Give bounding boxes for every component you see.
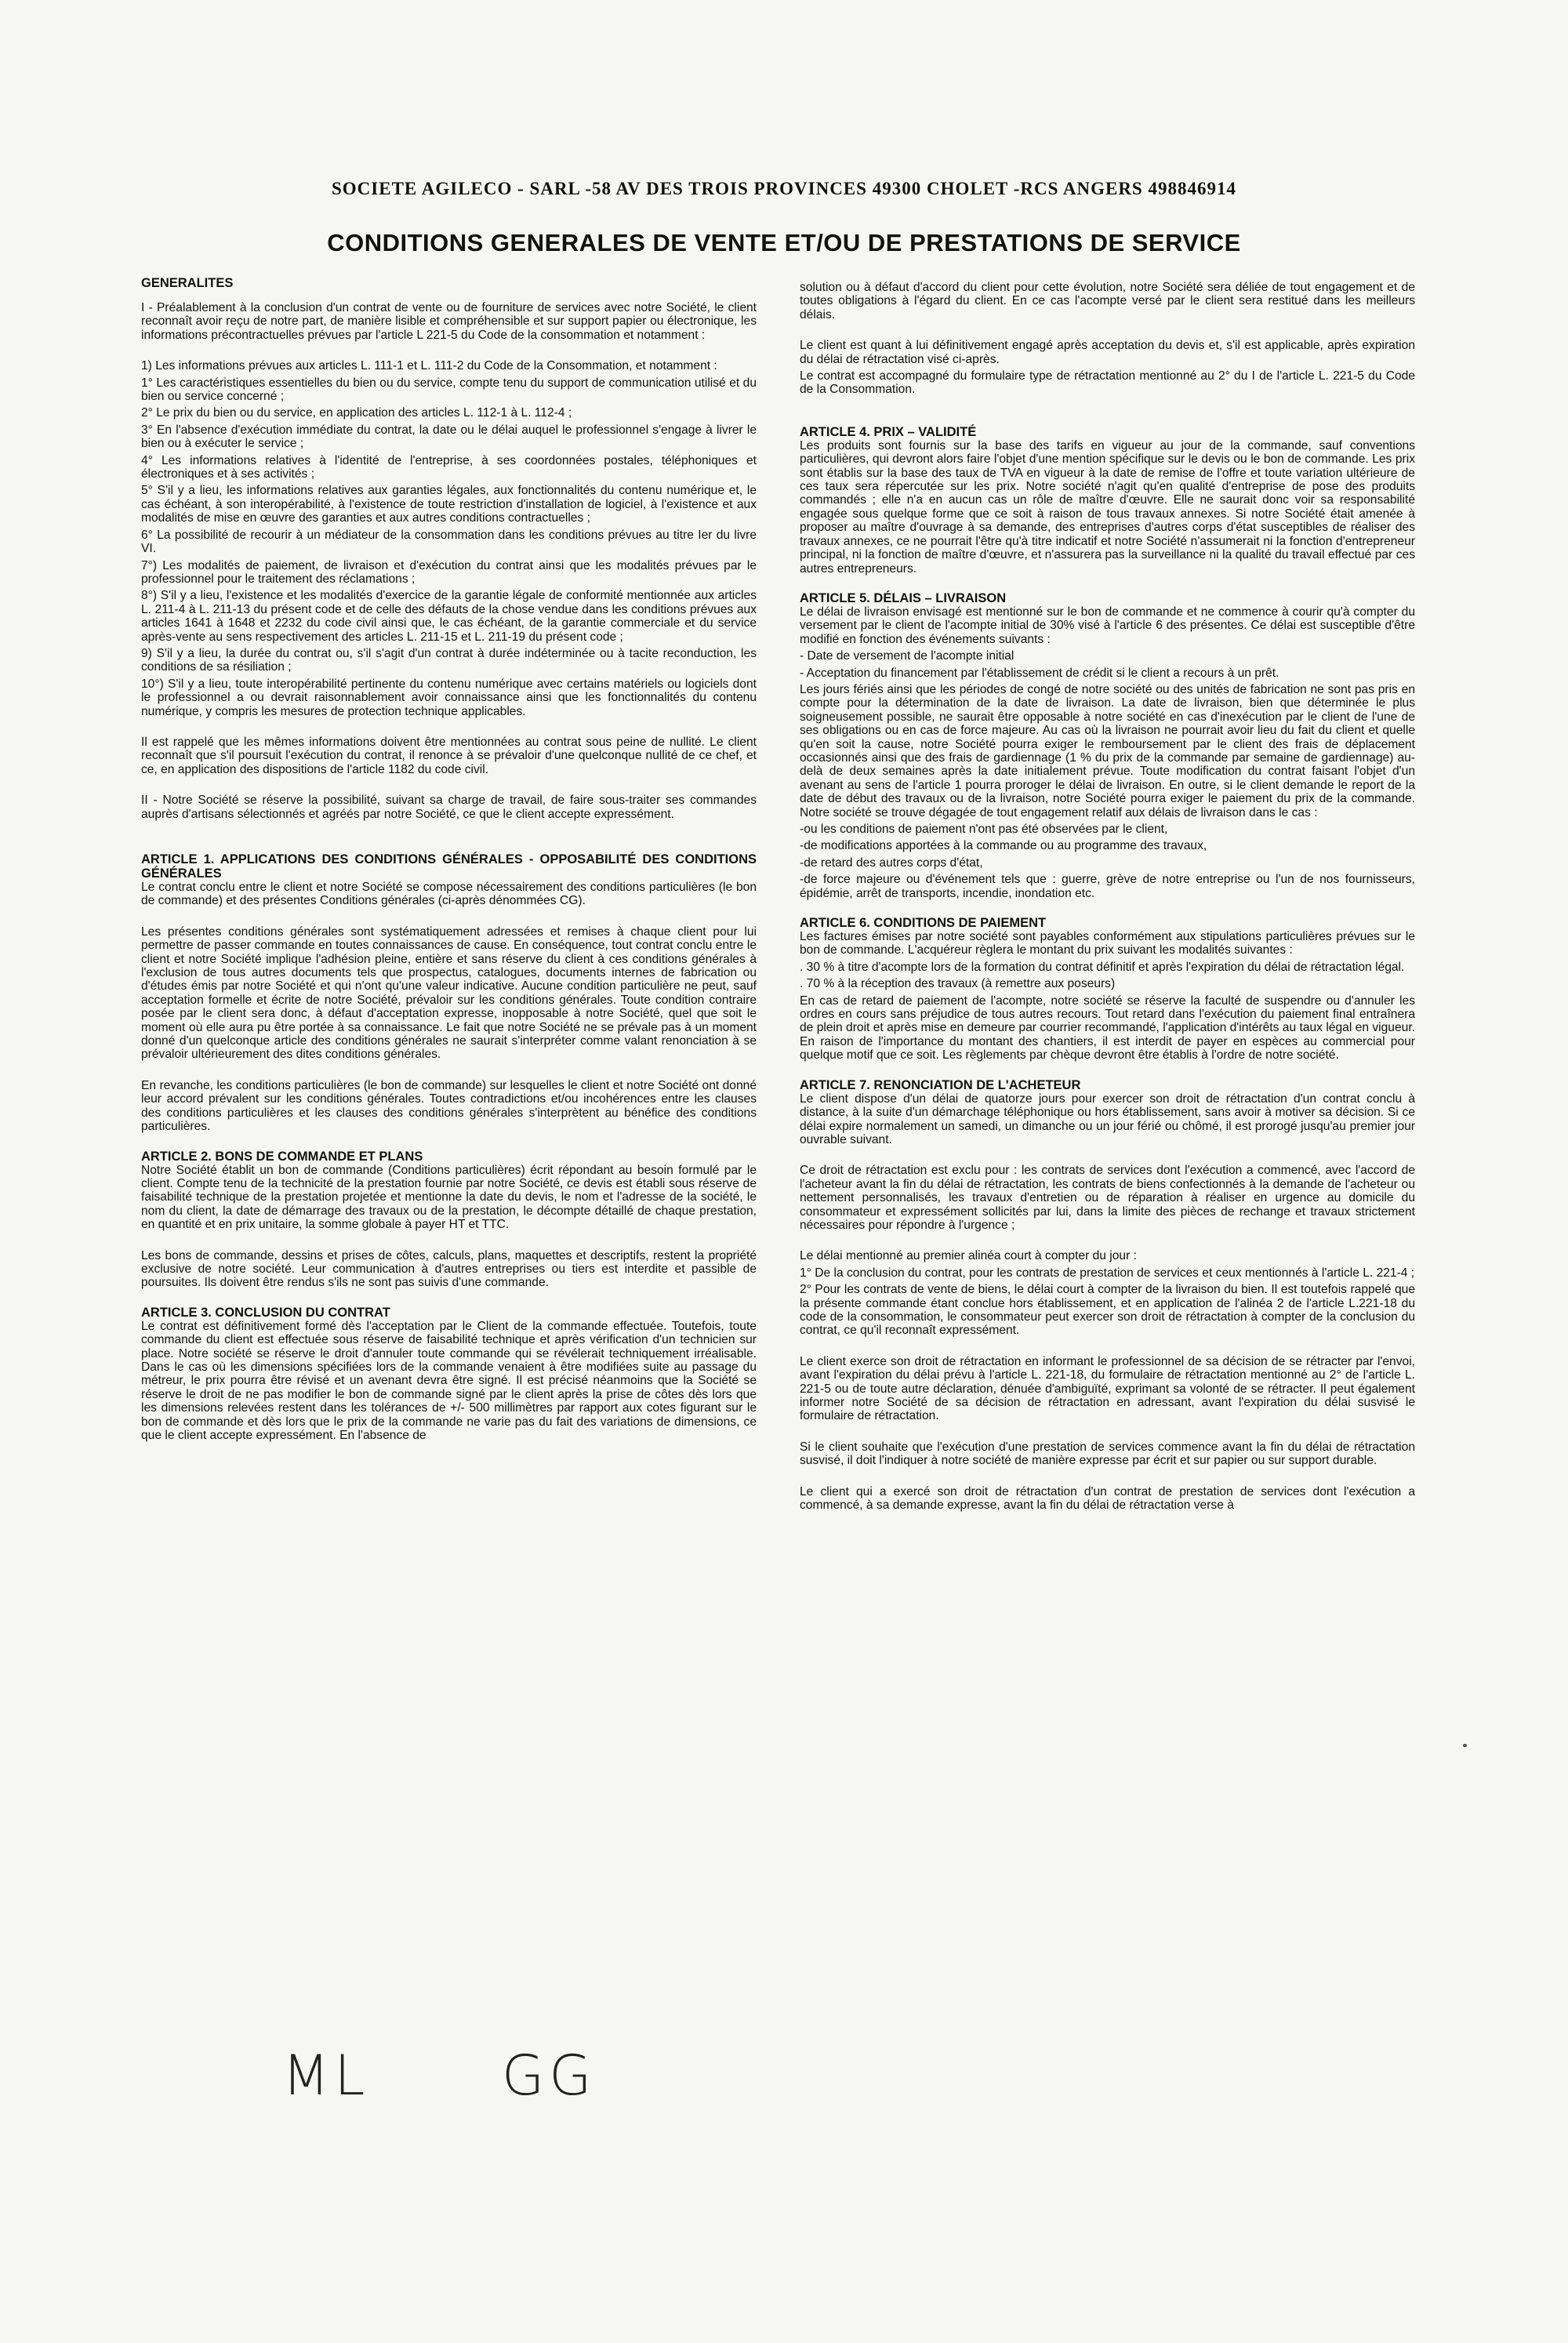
- paragraph: Le client dispose d'un délai de quatorze jours pour exercer son droit de rétractation d'un contrat conclu à distance, à la suite d'un démarchage téléphonique ou hors établissement, sans avoir à motiver sa décision. Si ce délai expire normalement un samedi, un dimanche ou un jour férié ou chômé, il est prorogé jusqu'au premier jour ouvrable suivant.: [800, 1092, 1415, 1146]
- paragraph: Le contrat est définitivement formé dès l'acceptation par le Client de la commande effectuée. Toutefois, toute commande du client est effectuée sous réserve de faisabilité technique et après vérification d'un technicien sur place. Notre société se réserve le droit d'annuler toute commande qui se révélerait techniquement irréalisable. Dans le cas où les dimensions spécifiées lors de la commande venaient à être modifiées suite au passage du métreur, le prix pourra être révisé et un avenant devra être signé. Il est précisé néanmoins que la Société se réserve le droit de ne pas modifier le bon de commande signé par le client après la prise de côtes dès lors que les dimensions relevées restent dans les tolérances de +/- 500 millimètres par rapport aux cotes figurant sur le bon de commande et dès lors que le prix de la commande ne varie pas du fait des variations de dimensions, ce que le client accepte expressément. En l'absence de: [141, 1319, 757, 1442]
- paragraph: Le contrat est accompagné du formulaire type de rétractation mentionné au 2° du I de l'article L. 221-5 du Code de la Consommation.: [800, 369, 1415, 397]
- paragraph: Le client qui a exercé son droit de rétractation d'un contrat de prestation de services dont l'exécution a commencé, à sa demande expresse, avant la fin du délai de rétractation verse à: [800, 1484, 1415, 1513]
- paragraph: Les présentes conditions générales sont systématiquement adressées et remises à chaque client pour lui permettre de passer commande en toutes connaissances de cause. En conséquence, tout contrat conclu entre le client et notre Société implique l'adhésion pleine, entière et sans réserve du client à ces conditions générales à l'exclusion de tous autres documents tels que prospectus, catalogues, documents internes de fabrication ou d'études émis par notre Société et qui n'ont qu'une valeur indicative. Aucune condition particulière ne peut, sauf acceptation formelle et écrite de notre Société, prévaloir sur les conditions générales. Toute condition contraire posée par le client sera donc, à défaut d'acceptation expresse, inopposable à notre Société, quel que soit le moment où elle aura pu être portée à sa connaissance. Le fait que notre Société ne se prévale pas à un moment donné d'un quelconque article des conditions générales ne saurait s'interpréter comme valant renonciation à se prévaloir ultérieurement des dites conditions générales.: [141, 924, 757, 1062]
- paragraph: Les jours fériés ainsi que les périodes de congé de notre société ou des unités de fabrication ne sont pas pris en compte pour la détermination de la date de livraison. La date de livraison, bien que déterminée le plus soigneusement possible, ne saurait être opposable à notre société en cas d'inexécution par le client de l'une de ses obligations ou en cas de force majeure. Au cas où la livraison ne pourrait avoir lieu du fait du client et quelle qu'en soit la cause, notre Société pourra exiger le remboursement par le client des frais de déplacement occasionnés ainsi que des frais de gardiennage (1 % du prix de la commande par semaine de gardiennage) au-delà de deux semaines après la date initialement prévue. Toute modification du contrat faisant l'objet d'un avenant au sens de l'article 1 pourra proroger le délai de livraison. En outre, si le client demande le report de la date de début des travaux ou de la livraison, notre Société pourra exiger le paiement du prix de la commande. Notre société se trouve dégagée de tout engagement relatif aux délais de livraison dans le cas :: [800, 682, 1415, 819]
- list-item: 4° Les informations relatives à l'identité de l'entreprise, à ses coordonnées postales, téléphoniques et électroniques et à ses activités ;: [141, 453, 757, 481]
- list-item: - Date de versement de l'acompte initial: [800, 649, 1014, 663]
- paragraph: Le client est quant à lui définitivement engagé après acceptation du devis et, s'il est applicable, après expiration du délai de rétractation visé ci-après.: [800, 339, 1415, 366]
- paragraph: En revanche, les conditions particulières (le bon de commande) sur lesquelles le client et notre Société ont donné leur accord prévalent sur les conditions générales. Toutes contradictions et/ou incohérences entre les clauses des conditions particulières et les clauses des conditions générales s'interprètent au bénéfice des conditions particulières.: [141, 1078, 757, 1134]
- list-item: 1° De la conclusion du contrat, pour les contrats de prestation de services et ceux mentionnés à l'article L. 221-4 ;: [800, 1266, 1415, 1280]
- list-item: -de retard des autres corps d'état,: [800, 855, 983, 870]
- section-heading-article-1: ARTICLE 1. APPLICATIONS DES CONDITIONS GÉNÉRALES - OPPOSABILITÉ DES CONDITIONS GÉNÉRALES: [141, 852, 757, 881]
- handwritten-initials-2: GG: [502, 2043, 597, 2108]
- list-item: 10°) S'il y a lieu, toute interopérabilité pertinente du contenu numérique avec certains matériels ou logiciels dont le professionnel a ou devrait raisonnablement avoir connaissance ainsi que les fonctionnalités du contenu numérique, y compris les mesures de protection technique applicables.: [141, 677, 757, 718]
- section-heading-article-6: ARTICLE 6. CONDITIONS DE PAIEMENT: [800, 916, 1047, 931]
- handwritten-initials-1: ML: [282, 2043, 370, 2108]
- section-heading-generalites: GENERALITES: [141, 276, 234, 290]
- list-item: 2° Le prix du bien ou du service, en application des articles L. 112-1 à L. 112-4 ;: [141, 406, 572, 420]
- list-item: 1° Les caractéristiques essentielles du bien ou du service, compte tenu du support de communication utilisé et du bien ou service concerné ;: [141, 376, 757, 404]
- section-heading-article-2: ARTICLE 2. BONS DE COMMANDE ET PLANS: [141, 1149, 423, 1164]
- paragraph: Notre Société établit un bon de commande (Conditions particulières) écrit répondant au besoin formulé par le client. Compte tenu de la technicité de la prestation fournie par notre Société, ce devis est établi sous réserve de faisabilité technique de la prestation projetée et mentionne la date du devis, le nom et l'adresse de la société, le nom du client, la date de démarrage des travaux ou de la prestation, le décompte détaillé de chaque prestation, en quantité et en prix unitaire, la somme globale à payer HT et TTC.: [141, 1163, 757, 1232]
- paragraph: II - Notre Société se réserve la possibilité, suivant sa charge de travail, de faire sous-traiter ses commandes auprès d'artisans sélectionnés et agréés par notre Société, ce que le client accepte expressément.: [141, 794, 757, 821]
- list-item: . 30 % à titre d'acompte lors de la formation du contrat définitif et après l'expiration du délai de rétractation légal.: [800, 960, 1405, 974]
- paragraph: Le client exerce son droit de rétractation en informant le professionnel de sa décision de se rétracter par l'envoi, avant l'expiration du délai prévu à l'article L. 221-18, du formulaire de rétractation mentionné au 2° de l'article L. 221-5 ou de toute autre déclaration, dénuée d'ambiguïté, exprimant sa volonté de se rétracter. Il peut également informer notre Société de sa décision de rétractation en adressant, avant l'expiration du délai susvisé le formulaire de rétractation.: [800, 1354, 1415, 1423]
- paragraph: I - Préalablement à la conclusion d'un contrat de vente ou de fourniture de services avec notre Société, le client reconnaît avoir reçu de notre part, de manière lisible et compréhensible et sur support papier ou électronique, les informations précontractuelles prévues par l'article L 221-5 du Code de la consommation et notamment :: [141, 301, 757, 342]
- list-item: -de force majeure ou d'événement tels que : guerre, grève de notre entreprise ou l'un de nos fournisseurs, épidémie, arrêt de transports, incendie, inondation etc.: [800, 873, 1415, 900]
- paragraph: Les factures émises par notre société sont payables conformément aux stipulations particulières prévues sur le bon de commande. L'acquéreur règlera le montant du prix suivant les modalités suivantes :: [800, 930, 1415, 957]
- list-item: -de modifications apportées à la commande ou au programme des travaux,: [800, 839, 1207, 853]
- section-heading-article-5: ARTICLE 5. DÉLAIS – LIVRAISON: [800, 590, 1007, 605]
- list-item: -ou les conditions de paiement n'ont pas été observées par le client,: [800, 823, 1168, 836]
- list-item: . 70 % à la réception des travaux (à remettre aux poseurs): [800, 977, 1116, 991]
- list-item: 3° En l'absence d'exécution immédiate du contrat, la date ou le délai auquel le professionnel s'engage à livrer le bien ou à exécuter le service ;: [141, 423, 757, 451]
- paragraph: solution ou à défaut d'accord du client pour cette évolution, notre Société sera déliée de tout engagement et de toutes obligations à l'égard du client. En ce cas l'acompte versé par le client sera restitué dans les meilleurs délais.: [800, 281, 1415, 321]
- paragraph: Si le client souhaite que l'exécution d'une prestation de services commence avant la fin du délai de rétractation susvisé, il doit l'indiquer à notre société de manière expresse par écrit et sur papier ou sur support durable.: [800, 1440, 1415, 1468]
- paragraph: Le délai de livraison envisagé est mentionné sur le bon de commande et ne commence à courir qu'à compter du versement par le client de l'acompte initial de 30% visé à l'article 6 des présentes. Ce délai est susceptible d'être modifié en fonction des événements suivants :: [800, 605, 1415, 646]
- left-column: [141, 276, 757, 1445]
- paragraph: Il est rappelé que les mêmes informations doivent être mentionnées au contrat sous peine de nullité. Le client reconnaît que s'il poursuit l'exécution du contrat, il renonce à se prévaloir d'une quelconque nullité de ce chef, et ce, en application des dispositions de l'article 1182 du code civil.: [141, 735, 757, 776]
- paragraph: 1) Les informations prévues aux articles L. 111-1 et L. 111-2 du Code de la Consommation, et notamment :: [141, 359, 717, 373]
- right-column: [800, 281, 1415, 1515]
- document-title: CONDITIONS GENERALES DE VENTE ET/OU DE PRESTATIONS DE SERVICE: [327, 229, 1241, 256]
- list-item: 8°) S'il y a lieu, l'existence et les modalités d'exercice de la garantie légale de conformité mentionnée aux articles L. 211-4 à L. 211-13 du présent code et de celle des défauts de la chose vendue dans les conditions prévues aux articles 1641 à 1648 et 2232 du code civil ainsi que, le cas échéant, de la garantie commerciale et du service après-vente au sens respectivement des articles L. 211-15 et L. 211-19 du présent code ;: [141, 589, 757, 644]
- section-heading-article-7: ARTICLE 7. RENONCIATION DE L'ACHETEUR: [800, 1077, 1081, 1092]
- list-item: 9) S'il y a lieu, la durée du contrat ou, s'il s'agit d'un contrat à durée indéterminée ou à tacite reconduction, les conditions de sa résiliation ;: [141, 646, 757, 674]
- list-item: - Acceptation du financement par l'établissement de crédit si le client a recours à un prêt.: [800, 666, 1279, 680]
- paragraph: Le délai mentionné au premier alinéa court à compter du jour :: [800, 1249, 1137, 1263]
- company-header: SOCIETE AGILECO - SARL -58 AV DES TROIS PROVINCES 49300 CHOLET -RCS ANGERS 498846914: [332, 179, 1236, 198]
- paragraph: Le contrat conclu entre le client et notre Société se compose nécessairement des conditions particulières (le bon de commande) et des présentes Conditions générales (ci-après dénommées CG).: [141, 881, 757, 908]
- list-item: 5° S'il y a lieu, les informations relatives aux garanties légales, aux fonctionnalités du contenu numérique et, le cas échéant, à son interopérabilité, à l'existence de toute restriction d'installation de logiciel, à l'existence et aux modalités de mise en œuvre des garanties et aux autres conditions contractuelles ;: [141, 484, 757, 525]
- section-heading-article-3: ARTICLE 3. CONCLUSION DU CONTRAT: [141, 1305, 390, 1320]
- scan-speck: [1463, 1744, 1467, 1747]
- paragraph: Les bons de commande, dessins et prises de côtes, calculs, plans, maquettes et descriptifs, restent la propriété exclusive de notre société. Leur communication à d'autres entreprises ou tiers est interdite et passible de poursuites. Ils doivent être rendus s'ils ne sont pas suivis d'une commande.: [141, 1248, 757, 1290]
- section-heading-article-4: ARTICLE 4. PRIX – VALIDITÉ: [800, 424, 977, 439]
- list-item: 6° La possibilité de recourir à un médiateur de la consommation dans les conditions prévues au titre Ier du livre VI.: [141, 528, 757, 556]
- paragraph: En cas de retard de paiement de l'acompte, notre société se réserve la faculté de suspendre ou d'annuler les ordres en cours sans préjudice de tous autres recours. Tout retard dans l'exécution du paiement final entraînera de plein droit et après mise en demeure par courrier recommandé, l'application d'intérêts au taux légal en vigueur. En raison de l'importance du montant des chantiers, il est interdit de payer en espèces au commercial pour quelque motif que ce soit. Les règlements par chèque devront être établis à l'ordre de notre société.: [800, 994, 1415, 1063]
- paragraph: Ce droit de rétractation est exclu pour : les contrats de services dont l'exécution a commencé, avec l'accord de l'acheteur avant la fin du délai de rétractation, les contrats de biens confectionnés à la demande de l'acheteur ou nettement personnalisés, les travaux d'entretien ou de réparation à réaliser en urgence au domicile du consommateur et expressément sollicités par lui, dans la limite des pièces de rechange et travaux strictement nécessaires pour répondre à l'urgence ;: [800, 1164, 1415, 1232]
- paragraph: Les produits sont fournis sur la base des tarifs en vigueur au jour de la commande, sauf conventions particulières, qui devront alors faire l'objet d'une mention spécifique sur le devis ou le bon de commande. Les prix sont établis sur la base des taux de TVA en vigueur à la date de remise de l'offre et toute variation ultérieure de ces taux sera répercutée sur les prix. Notre société n'agit qu'en qualité d'entreprise de pose des produits commandés ; elle n'a en aucun cas un rôle de maître d'œuvre. Elle ne saurait donc voir sa responsabilité engagée sous quelque forme que ce soit à raison de tous travaux annexes. Si notre Société était amenée à proposer au maître d'ouvrage à sa demande, des entreprises d'autres corps d'état susceptibles de réaliser des travaux annexes, ce ne pourrait l'être qu'à titre indicatif et notre Société n'assumerait ni la fonction d'entrepreneur principal, ni la fonction de maître d'œuvre, et n'assurera pas la surveillance ni la qualité du travail effectué par ces autres entrepreneurs.: [800, 438, 1415, 576]
- list-item: 7°) Les modalités de paiement, de livraison et d'exécution du contrat ainsi que les modalités prévues par le professionnel pour le traitement des réclamations ;: [141, 558, 757, 586]
- list-item: 2° Pour les contrats de vente de biens, le délai court à compter de la livraison du bien. Il est toutefois rappelé que la présente commande étant conclue hors établissement, et en application de l'alinéa 2 de l'article L.221-18 du code de la consommation, le consommateur peut exercer son droit de rétractation à compter de la conclusion du contrat, ce qu'il reconnaît expressément.: [800, 1283, 1415, 1338]
